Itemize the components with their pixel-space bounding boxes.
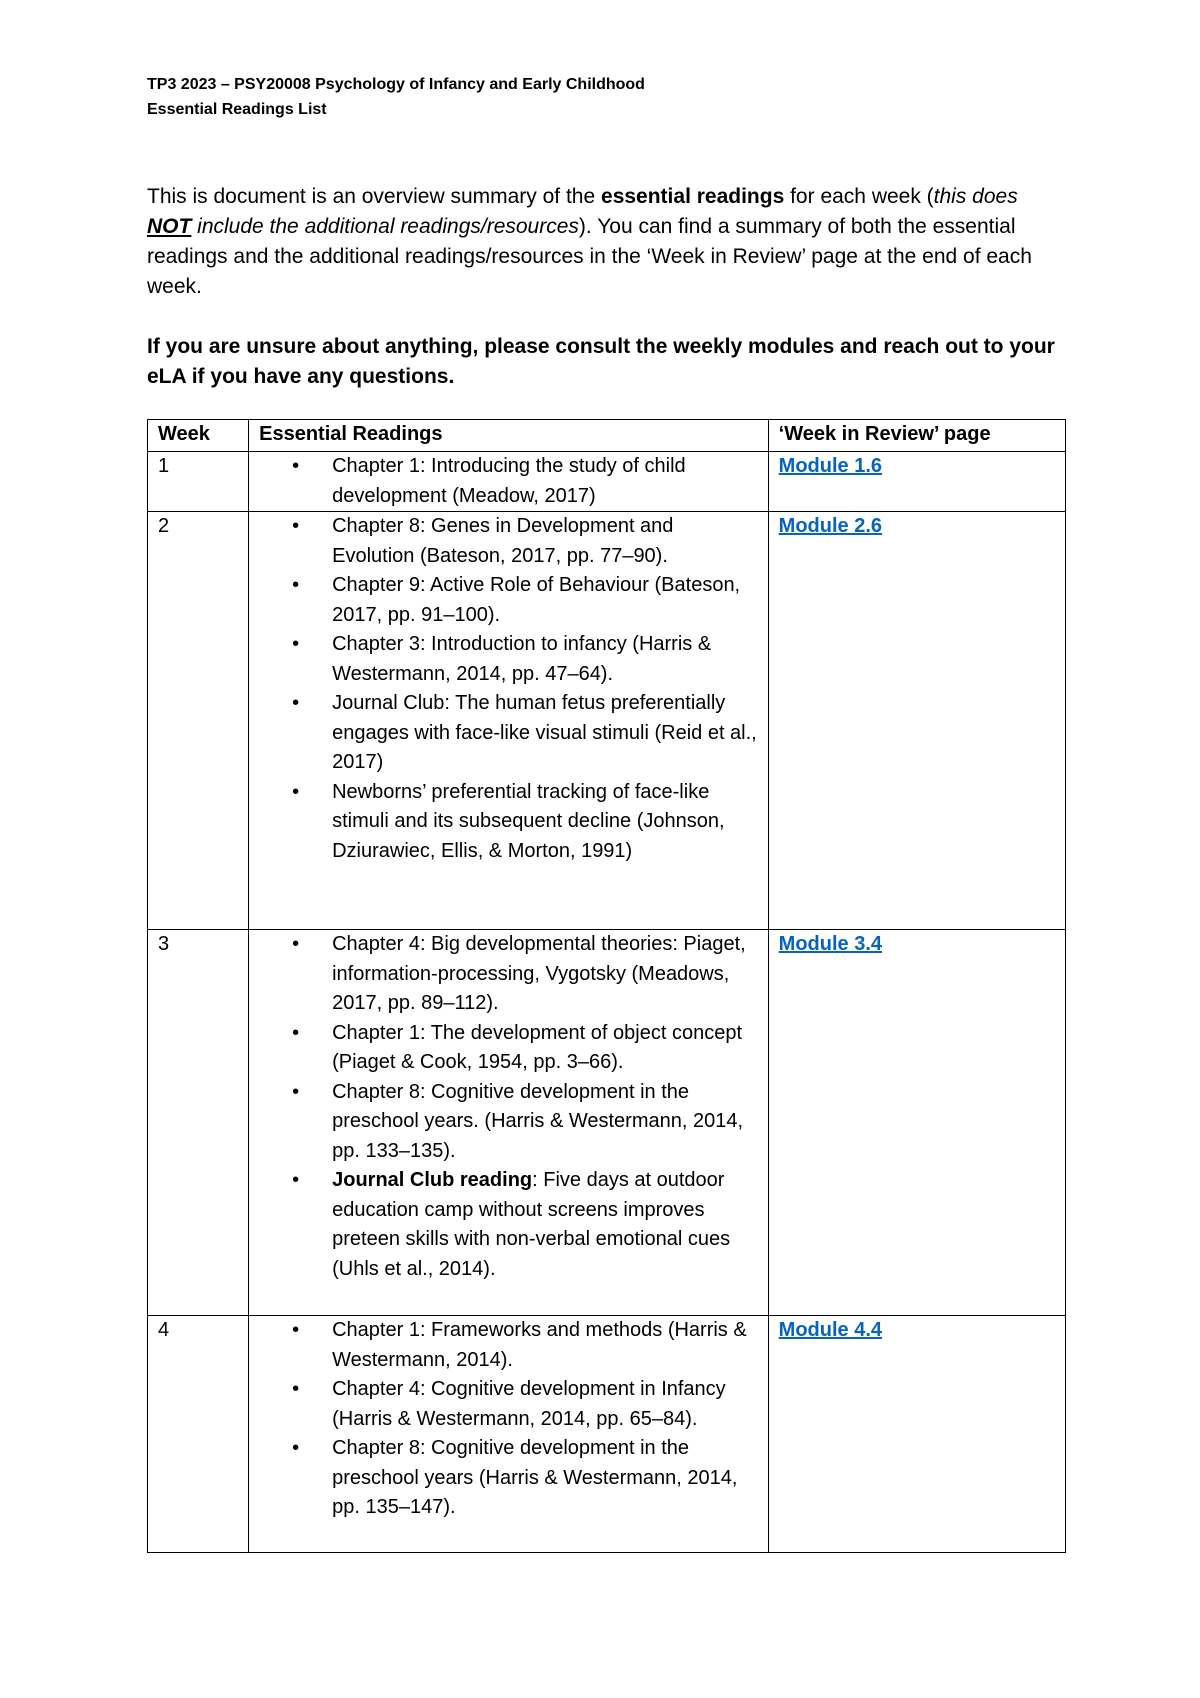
readings-list: [259, 1316, 758, 1523]
review-cell: [768, 512, 1065, 930]
readings-cell: [249, 512, 769, 930]
readings-list: [259, 452, 758, 511]
document-subtitle: Essential Readings List: [147, 101, 327, 118]
module-link[interactable]: Module 3.4: [778, 933, 883, 955]
table-row: [148, 512, 1066, 930]
list-item: • Chapter 4: Cognitive development in Infancy (Harris & Westermann, 2014, pp. 65–84).: [332, 1375, 758, 1434]
list-item: [332, 1166, 758, 1284]
intro-bold-essential: essential readings: [601, 185, 785, 208]
list-item: • Chapter 1: Introducing the study of child development (Meadow, 2017): [332, 452, 758, 511]
review-cell: [768, 930, 1065, 1316]
review-cell: [768, 1316, 1065, 1553]
header-week: Week: [148, 420, 249, 452]
intro-italic-b: include the additional readings/resources: [191, 215, 579, 238]
review-cell: [768, 452, 1065, 512]
module-link[interactable]: Module 4.4: [778, 1319, 883, 1341]
intro-text-b: for each week (: [784, 185, 934, 208]
list-item: • Newborns’ preferential tracking of face-like stimuli and its subsequent decline (Johnson, Dziurawiec, Ellis, & Morton, 1991): [332, 778, 758, 867]
readings-cell: [249, 452, 769, 512]
module-link[interactable]: Module 1.6: [778, 455, 883, 477]
readings-list: [259, 930, 758, 1284]
list-item: • Chapter 1: Frameworks and methods (Harris & Westermann, 2014).: [332, 1316, 758, 1375]
journal-club-label: Journal Club reading: [332, 1169, 533, 1191]
list-item: • Chapter 8: Cognitive development in the preschool years. (Harris & Westermann, 2014, pp. 133–135).: [332, 1078, 758, 1167]
list-item: • Chapter 1: The development of object concept (Piaget & Cook, 1954, pp. 3–66).: [332, 1019, 758, 1078]
list-item: • Chapter 3: Introduction to infancy (Harris & Westermann, 2014, pp. 47–64).: [332, 630, 758, 689]
intro-warning: If you are unsure about anything, please consult the weekly modules and reach out to your eLA if you have any questions.: [147, 335, 1055, 388]
list-item: • Chapter 4: Big developmental theories: Piaget, information-processing, Vygotsky (Meadows, 2017, pp. 89–112).: [332, 930, 758, 1019]
readings-cell: [249, 930, 769, 1316]
header-week-in-review: ‘Week in Review’ page: [768, 420, 1065, 452]
table-row: [148, 1316, 1066, 1553]
list-item: • Chapter 9: Active Role of Behaviour (Bateson, 2017, pp. 91–100).: [332, 571, 758, 630]
list-item: • Chapter 8: Genes in Development and Evolution (Bateson, 2017, pp. 77–90).: [332, 512, 758, 571]
course-title: TP3 2023 – PSY20008 Psychology of Infancy and Early Childhood: [147, 76, 645, 93]
list-item: • Chapter 8: Cognitive development in the preschool years (Harris & Westermann, 2014, pp. 135–147).: [332, 1434, 758, 1523]
intro-not-emphasis: NOT: [147, 215, 192, 238]
module-link[interactable]: Module 2.6: [778, 515, 883, 537]
table-row: [148, 930, 1066, 1316]
intro-text-c: ). You can find a summary of both the essential readings and the additional readings/resources in the ‘Week in Review’ page at the end of each week.: [147, 215, 1032, 298]
table-header-row: [148, 420, 1066, 452]
intro-italic-a: this does: [933, 185, 1018, 208]
table-row: [148, 452, 1066, 512]
week-number: 4: [148, 1316, 249, 1553]
week-number: 3: [148, 930, 249, 1316]
intro-section: [147, 182, 1067, 392]
list-item: • Journal Club: The human fetus preferentially engages with face-like visual stimuli (Reid et al., 2017): [332, 689, 758, 778]
header-essential-readings: Essential Readings: [249, 420, 769, 452]
intro-paragraph: [147, 182, 1067, 302]
week-number: 1: [148, 452, 249, 512]
readings-cell: [249, 1316, 769, 1553]
readings-list: [259, 512, 758, 866]
readings-table: [147, 419, 1066, 1553]
intro-text-a: This is document is an overview summary of the: [147, 185, 602, 208]
journal-club-text: : Five days at outdoor education camp without screens improves preteen skills with non-verbal emotional cues (Uhls et al., 2014).: [332, 1169, 731, 1280]
document-header: [147, 72, 645, 122]
week-number: 2: [148, 512, 249, 930]
